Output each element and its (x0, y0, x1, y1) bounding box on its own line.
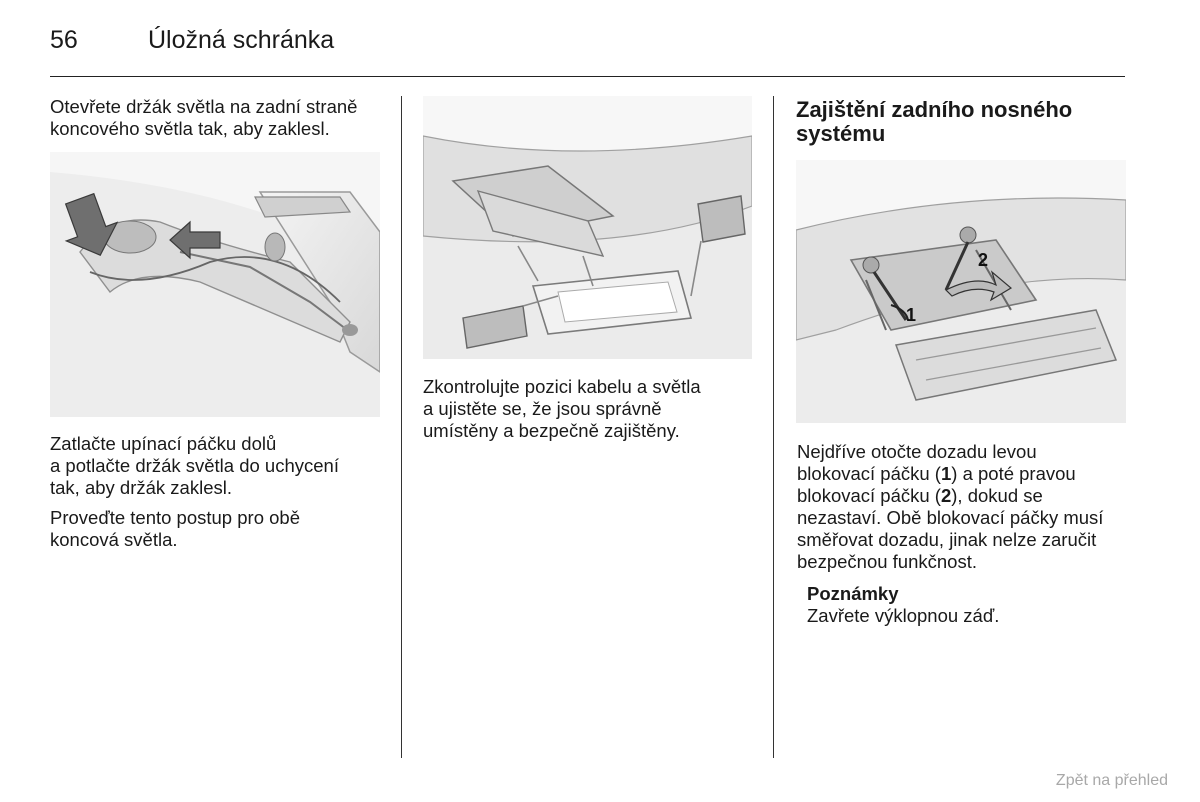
figure-label-2: 2 (978, 250, 989, 270)
column-divider (773, 96, 774, 758)
locking-instructions: Nejdříve otočte dozadu levou blokovací páčku (1) a poté pravou blokovací páčku (2), dokud se nezastaví. Obě blokovací páčky musí směřovat dozadu, jinak nelze zaručit bezpečnou funkčnost. (797, 441, 1104, 572)
column-1 (50, 96, 385, 140)
column-3-text (797, 441, 1127, 627)
note-text: Zavřete výklopnou záď. (807, 605, 1000, 626)
rear-carrier-illustration (423, 96, 752, 359)
figure-label-1: 1 (906, 305, 917, 325)
back-to-overview-link[interactable]: Zpět na přehled (1055, 772, 1168, 789)
locking-levers-illustration (796, 160, 1126, 423)
step-text: Zatlačte upínací páčku dolů a potlačte držák světla do uchycení tak, aby držák zaklesl. (50, 433, 339, 498)
section-heading: Zajištění zadního nosného systému (796, 97, 1073, 146)
page-number: 56 (50, 26, 78, 54)
repeat-text: Proveďte tento postup pro obě koncová světla. (50, 507, 300, 550)
column-1-steps (50, 433, 385, 551)
page-header (50, 26, 1125, 77)
check-text: Zkontrolujte pozici kabelu a světla a ujistěte se, že jsou správně umístěny a bezpečně zajištěny. (423, 376, 701, 441)
intro-text: Otevřete držák světla na zadní straně koncového světla tak, aby zaklesl. (50, 96, 358, 139)
note-title: Poznámky (807, 583, 899, 604)
lamp-holder-illustration (50, 152, 380, 417)
column-divider (401, 96, 402, 758)
page-title: Úložná schránka (148, 26, 335, 54)
column-2-text (423, 376, 758, 442)
note-box (797, 583, 1127, 627)
column-3-heading (796, 98, 1126, 146)
